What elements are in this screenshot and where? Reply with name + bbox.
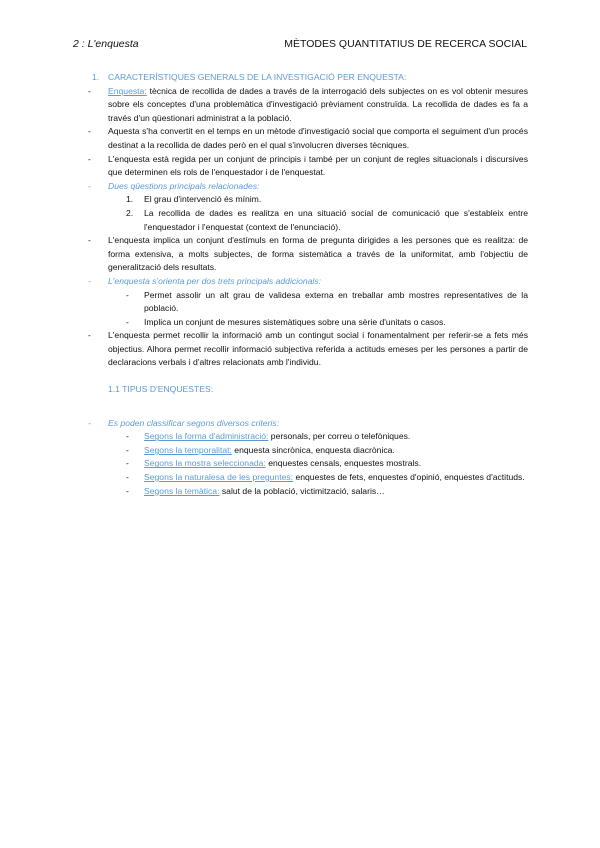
definition-text: tècnica de recollida de dades a través de la interrogació dels subjectes on es vol obtenir mesures sobre els conceptes d'una problemàtica d'investigació prèviament construïda. La recollida de dades es fa a través d'un qüestionari administrat a la població. <box>108 85 528 123</box>
header-course-title: MÈTODES QUANTITATIUS DE RECERCA SOCIAL <box>284 38 527 50</box>
bullet-method: - Aquesta s'ha convertit en el temps en un mètode d'investigació social que comporta el seguiment d'un procés destinat a la recollida de dades però en el qual s'involucren diverses tècniques. <box>88 125 528 152</box>
criteria-item-theme: - Segons la temàtica: salut de la població, victimització, salaris… <box>88 485 528 499</box>
section-1-title: CARACTERÍSTIQUES GENERALS DE LA INVESTIGACIÓ PER ENQUESTA: <box>108 72 407 82</box>
bullet-enquesta-definition <box>88 85 528 126</box>
trait-item-1: - Permet assolir un alt grau de validesa externa en treballar amb mostres representatives de la població. <box>88 289 528 316</box>
bullet-two-traits-title: - L'enquesta s'orienta per dos trets principals addicionals: <box>88 275 528 289</box>
criteria-item-temporality: - Segons la temporalitat: enquesta sincrònica, enquesta diacrònica. <box>88 444 528 458</box>
document-body <box>88 71 528 498</box>
section-1-1-heading: 1.1 TIPUS D'ENQUESTES: <box>108 384 214 395</box>
section-1-number: 1. <box>92 72 100 82</box>
criteria-item-administration: - Segons la forma d'administració: personals, per correu o telefòniques. <box>88 430 528 444</box>
header-chapter: 2 : L'enquesta <box>73 38 139 50</box>
numbered-item-1: 1. El grau d'intervenció és mínim. <box>126 194 262 205</box>
bullet-two-questions-title: - Dues qüestions principals relacionades: <box>88 180 528 194</box>
bullet-classification-title: - Es poden classificar segons diversos criteris: <box>88 417 528 431</box>
bullet-stimuli: - L'enquesta implica un conjunt d'estímuls en forma de pregunta dirigides a les persones que es realitza: de forma extensiva, a molts subjectes, de forma sistemàtica a través de la uniformitat, amb l'objectiu de generalització dels resultats. <box>88 234 528 275</box>
numbered-item-2: 2. La recollida de dades es realitza en una situació social de comunicació que s'estableix entre l'enquestador i l'enquestat (context de l'enunciació). <box>126 207 528 232</box>
bullet-principles: - L'enquesta està regida per un conjunt de principis i també per un conjunt de regles situacionals i discursives que determinen els rols de l'enquestador i de l'enquestat. <box>88 153 528 180</box>
bullet-collect-info: - L'enquesta permet recollir la informació amb un contingut social i fonamentalment per referir-se a fets més objectius. Alhora permet recollir informació subjectiva referida a actituds emeses per les persones a partir de declaracions verbals i d'altres relacionats amb l'individu. <box>88 329 528 370</box>
criteria-item-question-nature: - Segons la naturalesa de les preguntes: enquestes de fets, enquestes d'opinió, enquestes d'actituds. <box>88 471 528 485</box>
trait-item-2: - Implica un conjunt de mesures sistemàtiques sobre una sèrie d'unitats o casos. <box>88 316 528 330</box>
section-1-heading <box>88 71 528 85</box>
term-enquesta: Enquesta: <box>108 85 147 96</box>
criteria-item-sample: - Segons la mostra seleccionada: enquestes censals, enquestes mostrals. <box>88 457 528 471</box>
